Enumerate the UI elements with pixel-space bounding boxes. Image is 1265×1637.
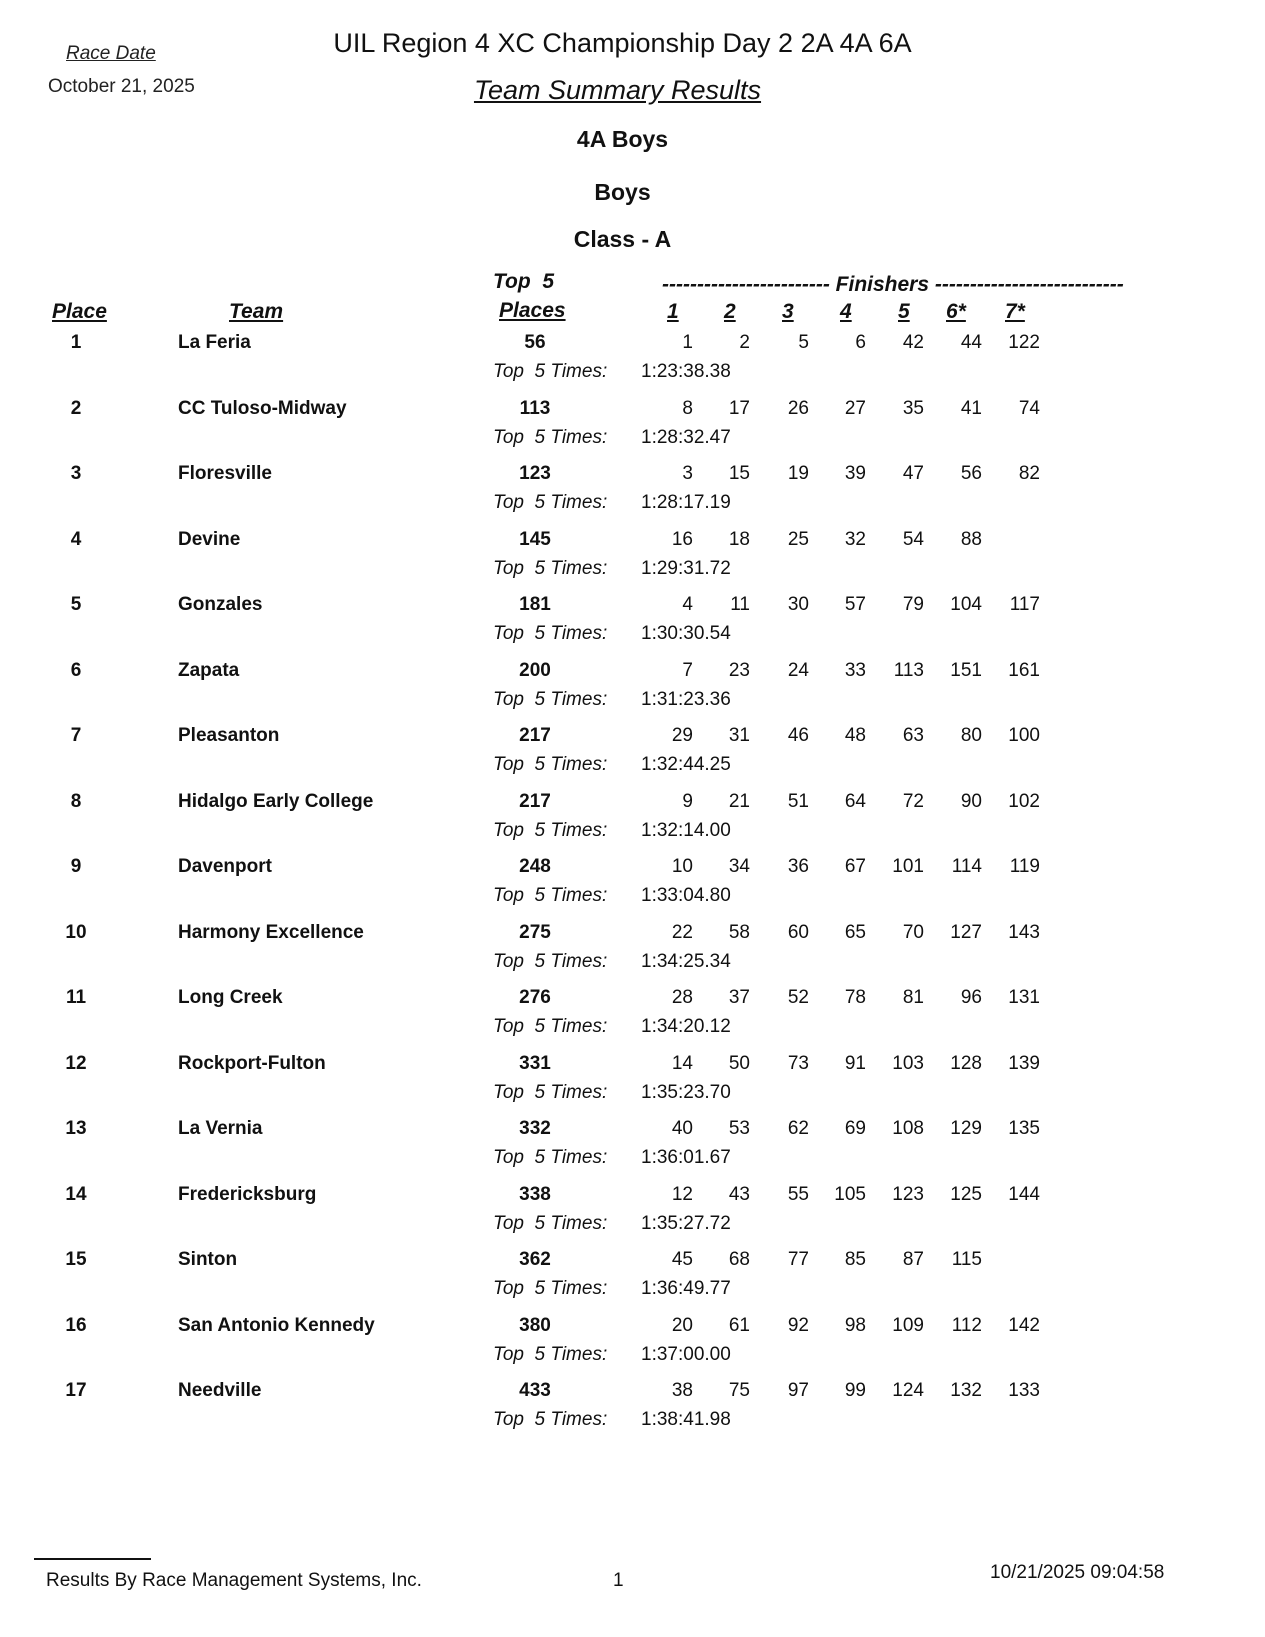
finisher-place-7: 133 xyxy=(1008,1380,1040,1401)
finisher-place-7: 135 xyxy=(1008,1118,1040,1139)
finisher-place-5: 54 xyxy=(902,529,924,550)
finisher-place-4: 6 xyxy=(855,332,866,353)
finisher-place-1: 40 xyxy=(671,1118,693,1139)
top5-times-value: 1:23:38.38 xyxy=(641,361,731,382)
team-score: 217 xyxy=(519,725,551,746)
team-score: 276 xyxy=(519,987,551,1008)
top5-times-label: Top 5 Times: xyxy=(493,1409,608,1430)
finisher-place-3: 26 xyxy=(787,398,809,419)
finisher-place-1: 38 xyxy=(671,1380,693,1401)
team-score: 433 xyxy=(519,1380,551,1401)
top5-times-label: Top 5 Times: xyxy=(493,1213,608,1234)
race-date: October 21, 2025 xyxy=(48,76,195,97)
finisher-place-6: 114 xyxy=(951,856,982,877)
finisher-place-7: 142 xyxy=(1008,1315,1040,1336)
finisher-place-3: 73 xyxy=(787,1053,809,1074)
finisher-place-5: 113 xyxy=(893,660,924,681)
finisher-place-6: 127 xyxy=(950,922,982,943)
team-name: Needville xyxy=(178,1380,262,1401)
footer-credit: Results By Race Management Systems, Inc. xyxy=(46,1570,422,1591)
finisher-place-4: 99 xyxy=(844,1380,866,1401)
team-name: Floresville xyxy=(178,463,272,484)
team-place: 4 xyxy=(70,529,82,550)
finisher-place-4: 32 xyxy=(844,529,866,550)
team-name: Devine xyxy=(178,529,241,550)
team-place: 13 xyxy=(65,1118,87,1139)
finisher-place-4: 65 xyxy=(844,922,866,943)
finisher-place-7: 102 xyxy=(1008,791,1040,812)
finisher-place-2: 21 xyxy=(728,791,750,812)
top5-times-value: 1:38:41.98 xyxy=(641,1409,731,1430)
team-name: Fredericksburg xyxy=(178,1184,317,1205)
team-name: Long Creek xyxy=(178,987,283,1008)
top5-times-label: Top 5 Times: xyxy=(493,1147,608,1168)
team-name: Rockport-Fulton xyxy=(178,1053,326,1074)
finisher-place-1: 20 xyxy=(671,1315,693,1336)
finisher-place-3: 19 xyxy=(787,463,809,484)
finisher-place-2: 43 xyxy=(728,1184,750,1205)
team-place: 17 xyxy=(65,1380,87,1401)
top5-times-label: Top 5 Times: xyxy=(493,623,608,644)
finisher-place-7: 117 xyxy=(1009,594,1040,615)
finisher-place-2: 11 xyxy=(730,594,750,615)
finisher-place-6: 115 xyxy=(951,1249,982,1270)
column-header-finisher-5: 5 xyxy=(898,300,910,323)
finisher-place-1: 4 xyxy=(682,594,693,615)
top5-times-value: 1:32:14.00 xyxy=(641,820,731,841)
top5-times-value: 1:35:27.72 xyxy=(641,1213,731,1234)
finisher-place-3: 24 xyxy=(787,660,809,681)
top5-times-label: Top 5 Times: xyxy=(493,1344,608,1365)
top5-times-value: 1:36:01.67 xyxy=(641,1147,731,1168)
team-name: Zapata xyxy=(178,660,240,681)
finisher-place-4: 105 xyxy=(834,1184,866,1205)
top5-times-label: Top 5 Times: xyxy=(493,820,608,841)
finisher-place-4: 64 xyxy=(844,791,866,812)
finisher-place-4: 48 xyxy=(844,725,866,746)
report-subtitle-text: Team Summary Results xyxy=(473,75,762,105)
team-place: 2 xyxy=(70,398,82,419)
finisher-place-4: 98 xyxy=(844,1315,866,1336)
finisher-place-1: 14 xyxy=(671,1053,693,1074)
column-header-finisher-7: 7* xyxy=(1005,300,1025,323)
team-score: 181 xyxy=(519,594,551,615)
column-header-finisher-4: 4 xyxy=(840,300,852,323)
finisher-place-6: 80 xyxy=(960,725,982,746)
race-date-label: Race Date xyxy=(66,43,156,64)
finisher-place-2: 50 xyxy=(728,1053,750,1074)
team-name: La Vernia xyxy=(178,1118,263,1139)
finisher-place-3: 30 xyxy=(787,594,809,615)
finisher-place-2: 61 xyxy=(728,1315,750,1336)
team-name: Hidalgo Early College xyxy=(178,791,374,812)
class-heading xyxy=(0,226,1265,253)
finisher-place-4: 67 xyxy=(844,856,866,877)
team-place: 14 xyxy=(65,1184,87,1205)
finisher-place-2: 37 xyxy=(728,987,750,1008)
finisher-place-2: 17 xyxy=(728,398,750,419)
class-heading-text: Class - A xyxy=(573,226,672,252)
team-name: San Antonio Kennedy xyxy=(178,1315,375,1336)
finisher-place-1: 9 xyxy=(682,791,693,812)
finisher-place-1: 7 xyxy=(682,660,693,681)
finishers-banner: ------------------------ Finishers --------------------------- xyxy=(662,273,1124,296)
top5-times-value: 1:31:23.36 xyxy=(641,689,731,710)
team-place: 16 xyxy=(65,1315,87,1336)
top5-times-value: 1:28:17.19 xyxy=(641,492,731,513)
finisher-place-4: 69 xyxy=(844,1118,866,1139)
meet-title xyxy=(0,28,1265,59)
finisher-place-7: 74 xyxy=(1018,398,1040,419)
top5-times-label: Top 5 Times: xyxy=(493,361,608,382)
top5-times-label: Top 5 Times: xyxy=(493,951,608,972)
team-place: 6 xyxy=(70,660,82,681)
finisher-place-6: 151 xyxy=(950,660,982,681)
column-header-finisher-1: 1 xyxy=(667,300,679,323)
column-header-top5-places: Places xyxy=(499,299,566,322)
top5-times-label: Top 5 Times: xyxy=(493,492,608,513)
finisher-place-5: 123 xyxy=(892,1184,924,1205)
finisher-place-1: 16 xyxy=(671,529,693,550)
team-name: La Feria xyxy=(178,332,251,353)
finisher-place-5: 79 xyxy=(902,594,924,615)
finisher-place-4: 78 xyxy=(844,987,866,1008)
finisher-place-5: 63 xyxy=(902,725,924,746)
team-place: 8 xyxy=(70,791,82,812)
finisher-place-2: 23 xyxy=(728,660,750,681)
column-header-finisher-3: 3 xyxy=(782,300,794,323)
page-number: 1 xyxy=(613,1570,624,1591)
finisher-place-6: 44 xyxy=(960,332,982,353)
team-place: 5 xyxy=(70,594,82,615)
gender-heading-text: Boys xyxy=(594,179,651,205)
team-score: 56 xyxy=(524,332,546,353)
finisher-place-7: 161 xyxy=(1008,660,1040,681)
team-place: 3 xyxy=(70,463,82,484)
finisher-place-7: 143 xyxy=(1008,922,1040,943)
finisher-place-5: 81 xyxy=(902,987,924,1008)
finisher-place-7: 82 xyxy=(1018,463,1040,484)
print-timestamp: 10/21/2025 09:04:58 xyxy=(990,1562,1165,1583)
finisher-place-3: 5 xyxy=(798,332,809,353)
finisher-place-1: 28 xyxy=(671,987,693,1008)
finisher-place-2: 15 xyxy=(728,463,750,484)
top5-times-label: Top 5 Times: xyxy=(493,1082,608,1103)
finisher-place-6: 56 xyxy=(960,463,982,484)
finisher-place-7: 122 xyxy=(1008,332,1040,353)
top5-times-value: 1:29:31.72 xyxy=(641,558,731,579)
finisher-place-2: 18 xyxy=(728,529,750,550)
finisher-place-6: 112 xyxy=(951,1315,982,1336)
team-place: 12 xyxy=(65,1053,87,1074)
top5-times-value: 1:32:44.25 xyxy=(641,754,731,775)
finisher-place-3: 62 xyxy=(787,1118,809,1139)
finisher-place-3: 55 xyxy=(787,1184,809,1205)
team-score: 248 xyxy=(519,856,551,877)
finisher-place-2: 58 xyxy=(728,922,750,943)
team-score: 380 xyxy=(519,1315,551,1336)
finisher-place-6: 96 xyxy=(960,987,982,1008)
team-name: Harmony Excellence xyxy=(178,922,364,943)
top5-times-value: 1:36:49.77 xyxy=(641,1278,731,1299)
team-place: 11 xyxy=(65,987,87,1008)
finisher-place-3: 77 xyxy=(787,1249,809,1270)
finisher-place-1: 3 xyxy=(682,463,693,484)
finisher-place-3: 46 xyxy=(787,725,809,746)
top5-times-value: 1:35:23.70 xyxy=(641,1082,731,1103)
finisher-place-1: 10 xyxy=(671,856,693,877)
column-header-finisher-6: 6* xyxy=(946,300,966,323)
division-heading-text: 4A Boys xyxy=(576,126,669,152)
top5-times-value: 1:37:00.00 xyxy=(641,1344,731,1365)
finisher-place-6: 128 xyxy=(950,1053,982,1074)
column-header-top5-line1: Top 5 xyxy=(493,270,555,293)
finisher-place-1: 45 xyxy=(671,1249,693,1270)
finisher-place-6: 90 xyxy=(960,791,982,812)
finisher-place-4: 85 xyxy=(844,1249,866,1270)
team-score: 123 xyxy=(519,463,551,484)
finisher-place-5: 72 xyxy=(902,791,924,812)
finisher-place-2: 2 xyxy=(739,332,750,353)
finisher-place-3: 25 xyxy=(787,529,809,550)
finisher-place-1: 8 xyxy=(682,398,693,419)
finisher-place-3: 97 xyxy=(787,1380,809,1401)
finisher-place-5: 108 xyxy=(892,1118,924,1139)
finisher-place-5: 109 xyxy=(892,1315,924,1336)
finisher-place-6: 104 xyxy=(950,594,982,615)
team-score: 331 xyxy=(519,1053,551,1074)
finisher-place-2: 34 xyxy=(728,856,750,877)
finisher-place-1: 12 xyxy=(671,1184,693,1205)
finisher-place-7: 100 xyxy=(1008,725,1040,746)
team-place: 10 xyxy=(65,922,87,943)
team-place: 1 xyxy=(70,332,82,353)
team-name: Sinton xyxy=(178,1249,238,1270)
team-name: Davenport xyxy=(178,856,272,877)
gender-heading xyxy=(0,179,1265,206)
finisher-place-3: 52 xyxy=(787,987,809,1008)
finisher-place-5: 87 xyxy=(902,1249,924,1270)
top5-times-value: 1:34:20.12 xyxy=(641,1016,731,1037)
finisher-place-6: 88 xyxy=(960,529,982,550)
finisher-place-5: 70 xyxy=(902,922,924,943)
report-subtitle xyxy=(0,75,1265,106)
finisher-place-7: 119 xyxy=(1009,856,1040,877)
meet-title-text: UIL Region 4 XC Championship Day 2 2A 4A 6A xyxy=(333,28,912,58)
column-header-finisher-2: 2 xyxy=(724,300,736,323)
finisher-place-5: 101 xyxy=(892,856,924,877)
column-header-place: Place xyxy=(52,300,107,323)
finisher-place-5: 47 xyxy=(902,463,924,484)
finisher-place-2: 75 xyxy=(728,1380,750,1401)
finisher-place-3: 92 xyxy=(787,1315,809,1336)
team-name: Pleasanton xyxy=(178,725,280,746)
finisher-place-2: 31 xyxy=(728,725,750,746)
top5-times-label: Top 5 Times: xyxy=(493,558,608,579)
top5-times-label: Top 5 Times: xyxy=(493,689,608,710)
team-score: 200 xyxy=(519,660,551,681)
finisher-place-4: 27 xyxy=(844,398,866,419)
top5-times-value: 1:33:04.80 xyxy=(641,885,731,906)
finisher-place-6: 41 xyxy=(960,398,982,419)
finisher-place-4: 39 xyxy=(844,463,866,484)
team-place: 7 xyxy=(70,725,82,746)
top5-times-value: 1:28:32.47 xyxy=(641,427,731,448)
team-score: 145 xyxy=(519,529,551,550)
top5-times-value: 1:34:25.34 xyxy=(641,951,731,972)
finisher-place-6: 132 xyxy=(950,1380,982,1401)
finisher-place-7: 131 xyxy=(1008,987,1040,1008)
finisher-place-1: 29 xyxy=(671,725,693,746)
top5-times-label: Top 5 Times: xyxy=(493,427,608,448)
top5-times-label: Top 5 Times: xyxy=(493,1278,608,1299)
top5-times-label: Top 5 Times: xyxy=(493,754,608,775)
finisher-place-4: 57 xyxy=(844,594,866,615)
footer-rule xyxy=(34,1558,151,1560)
finisher-place-7: 144 xyxy=(1008,1184,1040,1205)
finisher-place-4: 91 xyxy=(844,1053,866,1074)
finisher-place-1: 1 xyxy=(682,332,693,353)
finisher-place-5: 35 xyxy=(902,398,924,419)
team-name: Gonzales xyxy=(178,594,263,615)
division-heading xyxy=(0,126,1265,153)
finisher-place-6: 125 xyxy=(950,1184,982,1205)
top5-times-value: 1:30:30.54 xyxy=(641,623,731,644)
finisher-place-6: 129 xyxy=(950,1118,982,1139)
team-score: 113 xyxy=(519,398,551,419)
top5-times-label: Top 5 Times: xyxy=(493,1016,608,1037)
finisher-place-2: 68 xyxy=(728,1249,750,1270)
finisher-place-4: 33 xyxy=(844,660,866,681)
team-score: 362 xyxy=(519,1249,551,1270)
finisher-place-5: 42 xyxy=(902,332,924,353)
finisher-place-5: 124 xyxy=(892,1380,924,1401)
finisher-place-2: 53 xyxy=(728,1118,750,1139)
finisher-place-5: 103 xyxy=(892,1053,924,1074)
team-name: CC Tuloso-Midway xyxy=(178,398,347,419)
team-score: 275 xyxy=(519,922,551,943)
team-place: 15 xyxy=(65,1249,87,1270)
team-score: 338 xyxy=(519,1184,551,1205)
team-place: 9 xyxy=(70,856,82,877)
finisher-place-3: 51 xyxy=(787,791,809,812)
top5-times-label: Top 5 Times: xyxy=(493,885,608,906)
column-header-team: Team xyxy=(229,300,284,323)
finisher-place-3: 60 xyxy=(787,922,809,943)
team-score: 332 xyxy=(519,1118,551,1139)
finisher-place-1: 22 xyxy=(671,922,693,943)
finisher-place-3: 36 xyxy=(787,856,809,877)
team-score: 217 xyxy=(519,791,551,812)
finisher-place-7: 139 xyxy=(1008,1053,1040,1074)
